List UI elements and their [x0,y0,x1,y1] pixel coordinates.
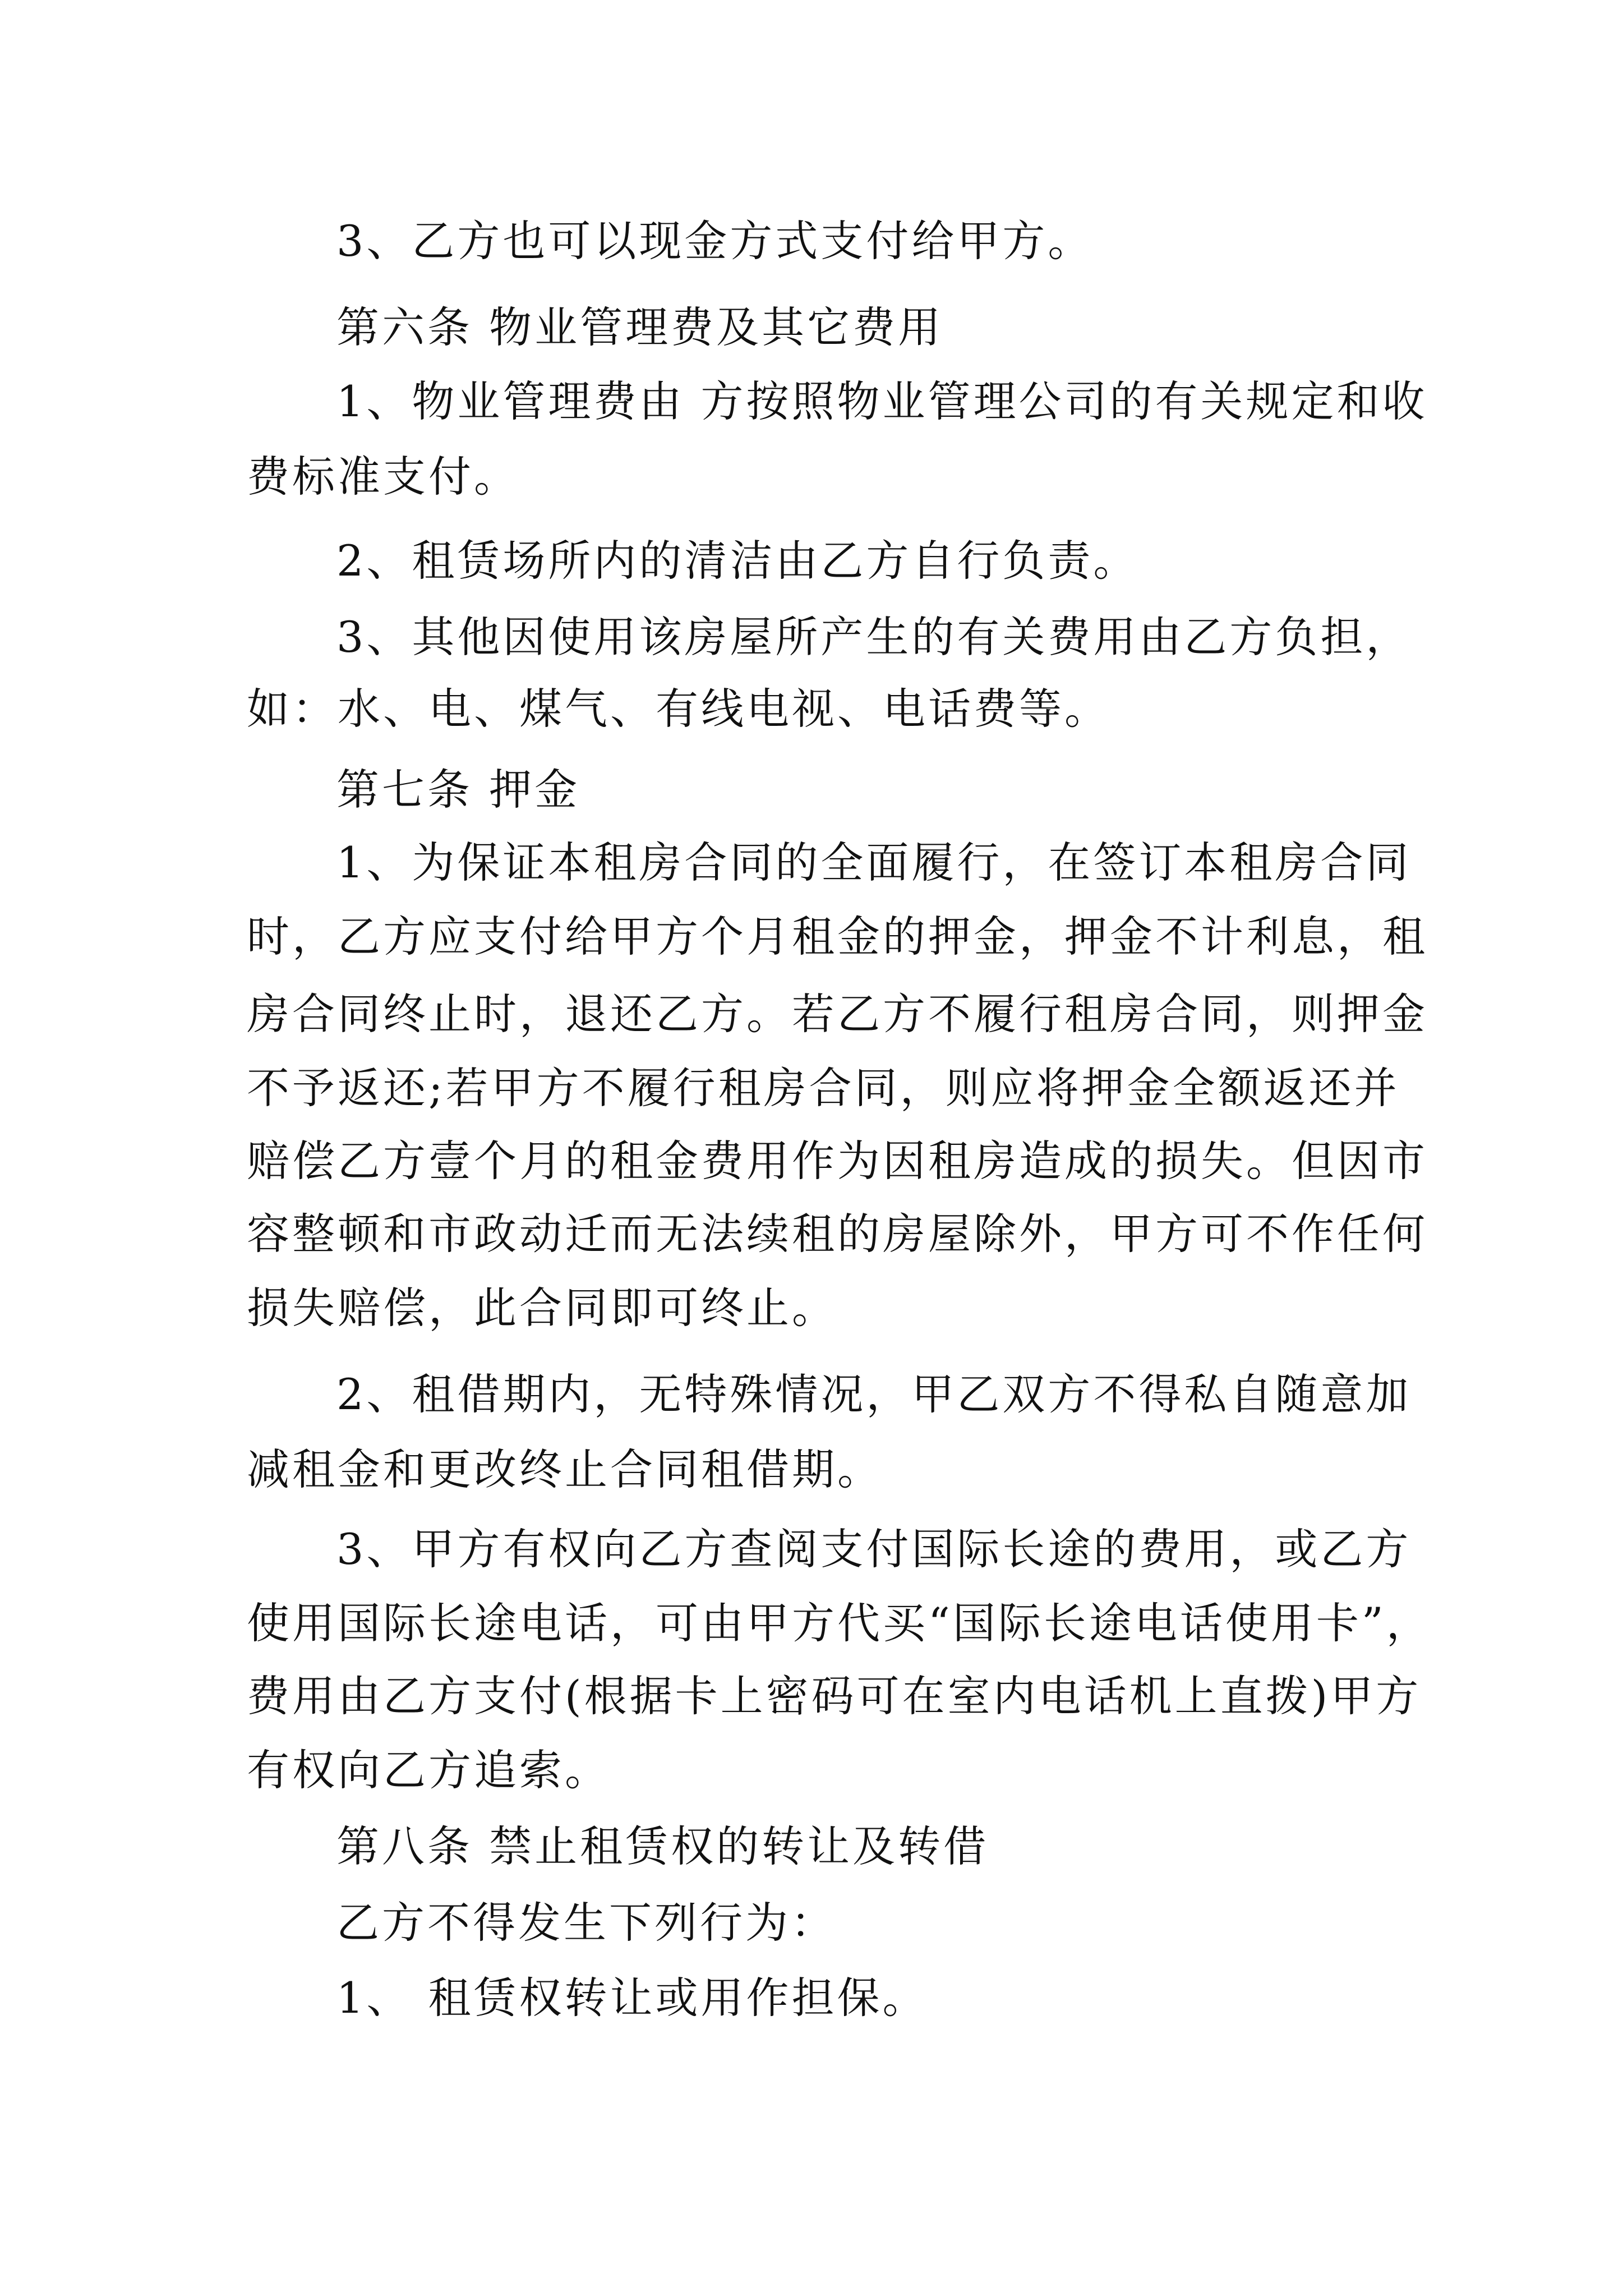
paragraph-line: 费标准支付。 [247,452,519,501]
section-heading: 第七条 押金 [336,765,580,815]
paragraph-line: 费用由乙方支付(根据卡上密码可在室内电话机上直拨)甲方 [247,1671,1422,1721]
paragraph-line: 不予返还;若甲方不履行租房合同，则应将押金全额返还并 [247,1063,1400,1113]
paragraph-line: 时，乙方应支付给甲方个月租金的押金，押金不计利息，租 [247,912,1428,961]
paragraph-line: 使用国际长途电话，可由甲方代买“国际长途电话使用卡”， [247,1598,1432,1648]
paragraph-line: 容整顿和市政动迁而无法续租的房屋除外，甲方可不作任何 [247,1209,1428,1259]
paragraph-line: 减租金和更改终止合同租借期。 [247,1444,883,1494]
section-heading: 第六条 物业管理费及其它费用 [336,302,944,352]
paragraph-line: 2、租赁场所内的清洁由乙方自行负责。 [336,536,1139,586]
paragraph-line: 3、甲方有权向乙方查阅支付国际长途的费用，或乙方 [336,1524,1412,1574]
paragraph-line: 1、 租赁权转让或用作担保。 [336,1973,928,2023]
section-heading: 第八条 禁止租赁权的转让及转借 [336,1821,989,1871]
paragraph-line: 有权向乙方追索。 [247,1745,610,1795]
paragraph-line: 1、物业管理费由 方按照物业管理公司的有关规定和收 [336,376,1428,426]
paragraph-line: 1、为保证本租房合同的全面履行，在签订本租房合同 [336,838,1412,887]
paragraph-line: 损失赔偿，此合同即可终止。 [247,1283,837,1333]
paragraph-line: 如：水、电、煤气、有线电视、电话费等。 [247,684,1110,734]
paragraph-line: 赔偿乙方壹个月的租金费用作为因租房造成的损失。但因市 [247,1136,1428,1186]
paragraph-line: 2、租借期内，无特殊情况，甲乙双方不得私自随意加 [336,1369,1412,1419]
paragraph-line: 乙方不得发生下列行为： [336,1898,836,1948]
paragraph-line: 3、乙方也可以现金方式支付给甲方。 [336,216,1094,266]
paragraph-line: 3、其他因使用该房屋所产生的有关费用由乙方负担， [336,612,1412,662]
paragraph-line: 房合同终止时，退还乙方。若乙方不履行租房合同，则押金 [247,989,1428,1039]
